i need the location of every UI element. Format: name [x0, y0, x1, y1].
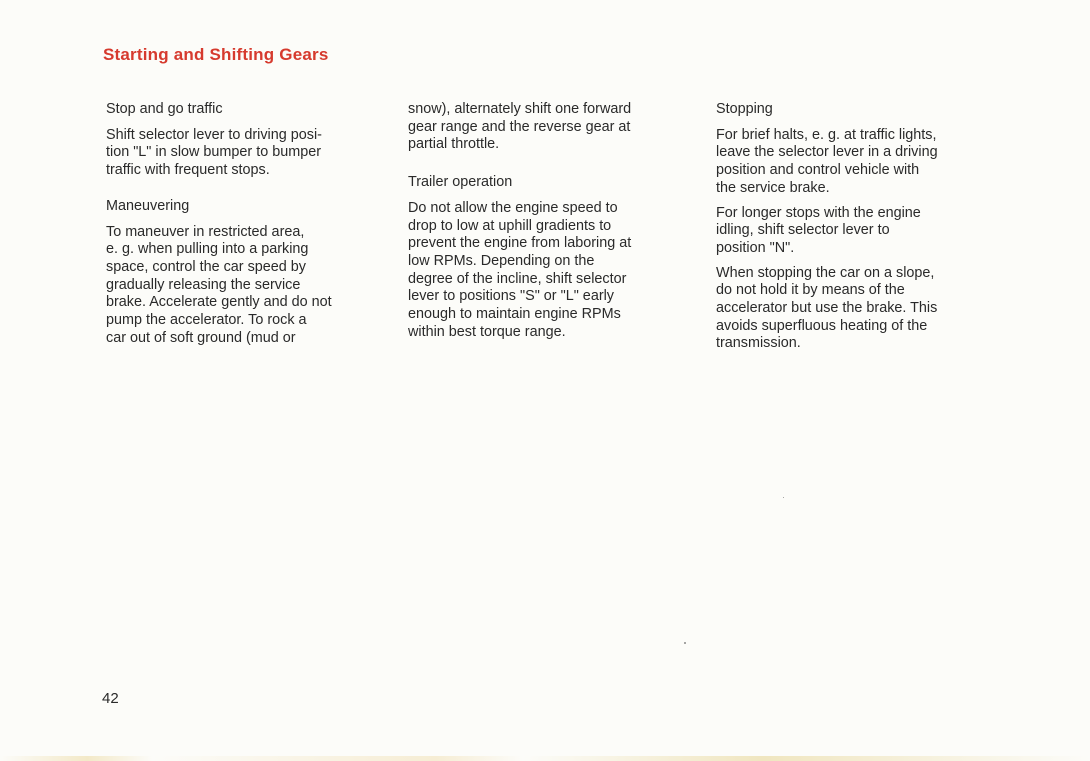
- page-edge: [0, 756, 1090, 761]
- paragraph-trailer-operation: Do not allow the engine speed to drop to low at uphill gradients to prevent the engine from laboring at low RPMs. Depending on the degree of the incline, shift selector lever to positions "S" or "L" early enough to maintain engine RPMs within best torque range.: [408, 199, 632, 340]
- paragraph-stopping-on-slope: When stopping the car on a slope, do not hold it by means of the accelerator but use the brake. This avoids superfluous heating of the transmission.: [716, 264, 938, 352]
- column-1: [106, 101, 381, 347]
- paragraph-longer-stops: For longer stops with the engine idling, shift selector lever to position "N".: [716, 204, 921, 256]
- paragraph-brief-halts: For brief halts, e. g. at traffic lights, leave the selector lever in a driving position and control vehicle with the service brake.: [716, 126, 938, 196]
- column-3: [716, 101, 991, 353]
- heading-stop-and-go-traffic: Stop and go traffic: [106, 101, 223, 117]
- column-2: [408, 101, 688, 341]
- heading-trailer-operation: Trailer operation: [408, 174, 513, 191]
- paragraph-maneuvering: To maneuver in restricted area, e. g. when pulling into a parking space, control the car speed by gradually releasing the service brake. Accelerate gently and do not pump the accelerator. To rock a car out of soft ground (mud or: [106, 223, 332, 346]
- heading-stopping: Stopping: [716, 101, 773, 117]
- paragraph-maneuvering-continued: snow), alternately shift one forward gear range and the reverse gear at partial throttle.: [408, 101, 632, 153]
- paper-speck: [783, 497, 784, 498]
- paper-speck: [684, 642, 686, 644]
- heading-maneuvering: Maneuvering: [106, 197, 190, 214]
- page-number: 42: [102, 690, 119, 707]
- section-title: Starting and Shifting Gears: [103, 45, 329, 64]
- paragraph-stop-and-go: Shift selector lever to driving posi- tion "L" in slow bumper to bumper traffic with frequent stops.: [106, 126, 322, 179]
